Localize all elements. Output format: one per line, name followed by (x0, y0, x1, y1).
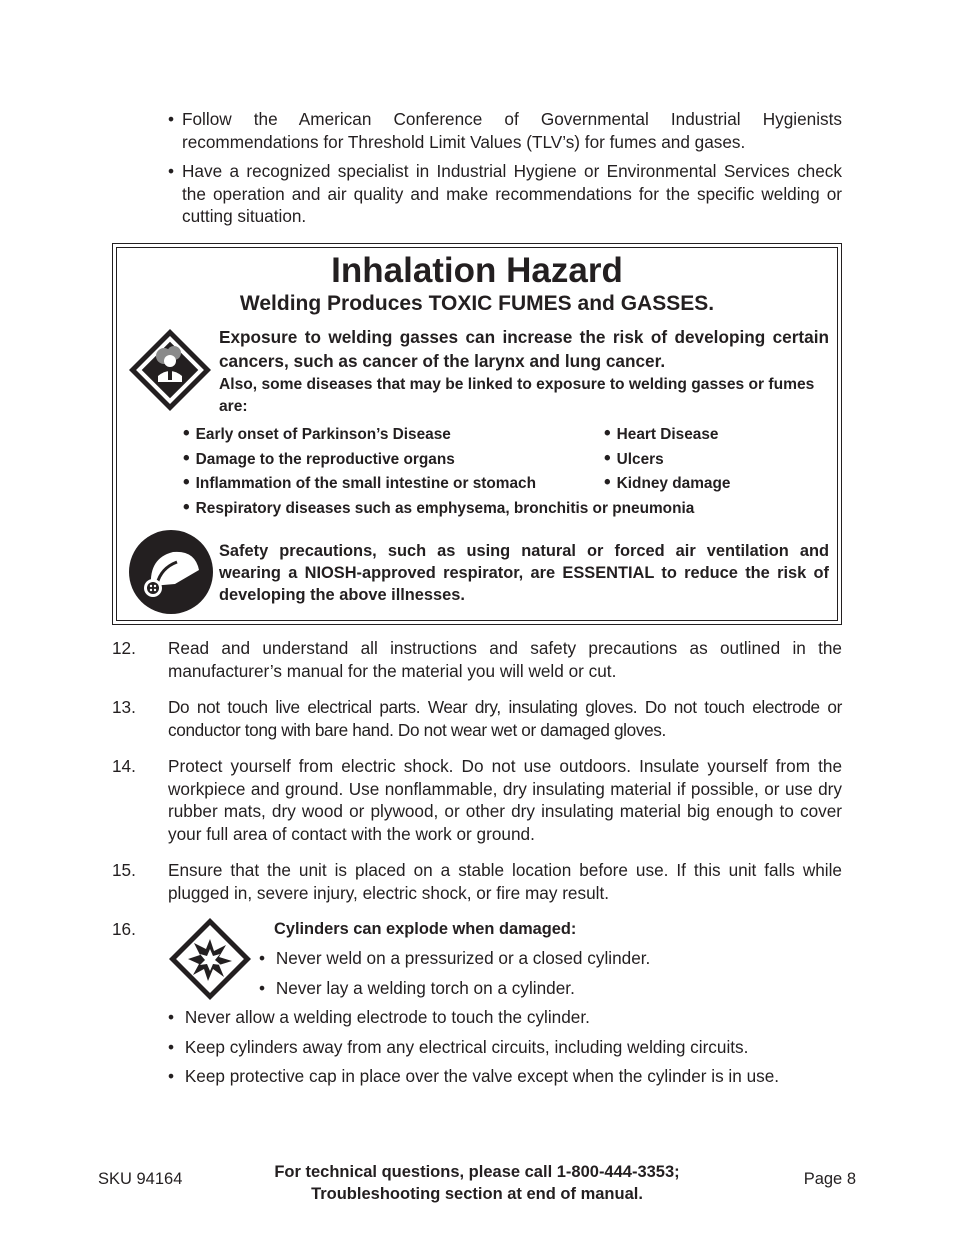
inhalation-hazard-box (112, 243, 842, 625)
precautions-text: Safety precautions, such as using natural or forced air ventilation and wearing a NIOSH-approved respirator, are ESSENTIAL to reduce the risk of developing the above illnesses. (219, 542, 829, 604)
item-text: Read and understand all instructions and safety precautions as outlined in the manufacturer’s manual for the material you will weld or cut. (168, 638, 842, 681)
item-number: 12. (112, 638, 136, 658)
footer-page-number: Page 8 (803, 1170, 856, 1188)
fumes-hazard-icon (126, 326, 214, 414)
intro-bullet-text: Follow the American Conference of Governmental Industrial Hygienists recommendations for Threshold Limit Values (TLV’s) for fumes and gases. (182, 109, 842, 152)
item16-bullet (168, 1006, 590, 1029)
footer-support-text (200, 1161, 754, 1205)
item16-bullet (168, 1065, 779, 1088)
hazard-inner-frame (116, 247, 838, 621)
bullet-text: Keep cylinders away from any electrical circuits, including welding circuits. (184, 1037, 749, 1057)
item-number: 15. (112, 860, 136, 880)
item-number: 13. (112, 697, 136, 717)
item-text: Do not touch live electrical parts. Wear dry, insulating gloves. Do not touch electrode or conductor tong with bare hand. Do not wear wet or damaged gloves. (168, 697, 842, 740)
item-number: 16. (112, 919, 136, 939)
item-number: 14. (112, 756, 136, 776)
bullet-marker: • (259, 978, 266, 998)
item16-bullet (168, 1036, 748, 1059)
respirator-icon (127, 528, 215, 616)
intro-bullet-text: Have a recognized specialist in Industrial Hygiene or Environmental Services check the operation and air quality and make recommendations for the specific welding or cutting situation. (182, 161, 842, 226)
disease-item: • Ulcers (604, 448, 664, 469)
disease-item: • Respiratory diseases such as emphysema, bronchitis or pneumonia (183, 497, 695, 518)
footer-line-1: For technical questions, please call 1-800-444-3353; (274, 1163, 680, 1181)
hazard-title: Inhalation Hazard (331, 251, 623, 290)
exposure-sub-text: Also, some diseases that may be linked to exposure to welding gasses or fumes are: (219, 376, 815, 415)
bullet-text: Keep protective cap in place over the valve except when the cylinder is in use. (184, 1066, 780, 1086)
hazard-subtitle: Welding Produces TOXIC FUMES and GASSES. (239, 292, 715, 315)
bullet-text: Never lay a welding torch on a cylinder. (275, 978, 575, 998)
explosion-icon (166, 915, 254, 1003)
bullet-marker: • (168, 1066, 175, 1086)
item-text: Ensure that the unit is placed on a stable location before use. If this unit falls while plugged in, severe injury, electric shock, or fire may result. (168, 860, 842, 903)
bullet-text: Never weld on a pressurized or a closed cylinder. (275, 948, 651, 968)
intro-bullet-2 (168, 160, 842, 228)
exposure-main-text: Exposure to welding gasses can increase the risk of developing certain cancers, such as cancer of the larynx and lung cancer. (219, 327, 829, 371)
item16-icon-bullet (259, 947, 650, 970)
bullet-marker: • (259, 948, 266, 968)
item16-icon-bullet (259, 977, 575, 1000)
bullet-marker: • (168, 1007, 175, 1027)
disease-item: • Inflammation of the small intestine or stomach (183, 472, 537, 493)
disease-item: • Damage to the reproductive organs (183, 448, 455, 469)
disease-item: • Early onset of Parkinson’s Disease (183, 423, 451, 444)
footer-sku: SKU 94164 (98, 1170, 183, 1188)
bullet-marker: • (168, 161, 175, 181)
disease-item: • Heart Disease (604, 423, 719, 444)
disease-item: • Kidney damage (604, 472, 731, 493)
intro-bullet-1 (168, 108, 842, 153)
footer-line-2: Troubleshooting section at end of manual. (311, 1185, 643, 1203)
bullet-marker: • (168, 109, 175, 129)
item-text: Protect yourself from electric shock. Do not use outdoors. Insulate yourself from the workpiece and ground. Use nonflammable, dry insulating material if possible, or use dry rubber mats, dry wood or plywood, or other dry insulating material big enough to cover your full area of contact with the work or ground. (168, 756, 842, 844)
item16-heading: Cylinders can explode when damaged: (274, 920, 577, 938)
bullet-marker: • (168, 1037, 175, 1057)
bullet-text: Never allow a welding electrode to touch the cylinder. (184, 1007, 590, 1027)
